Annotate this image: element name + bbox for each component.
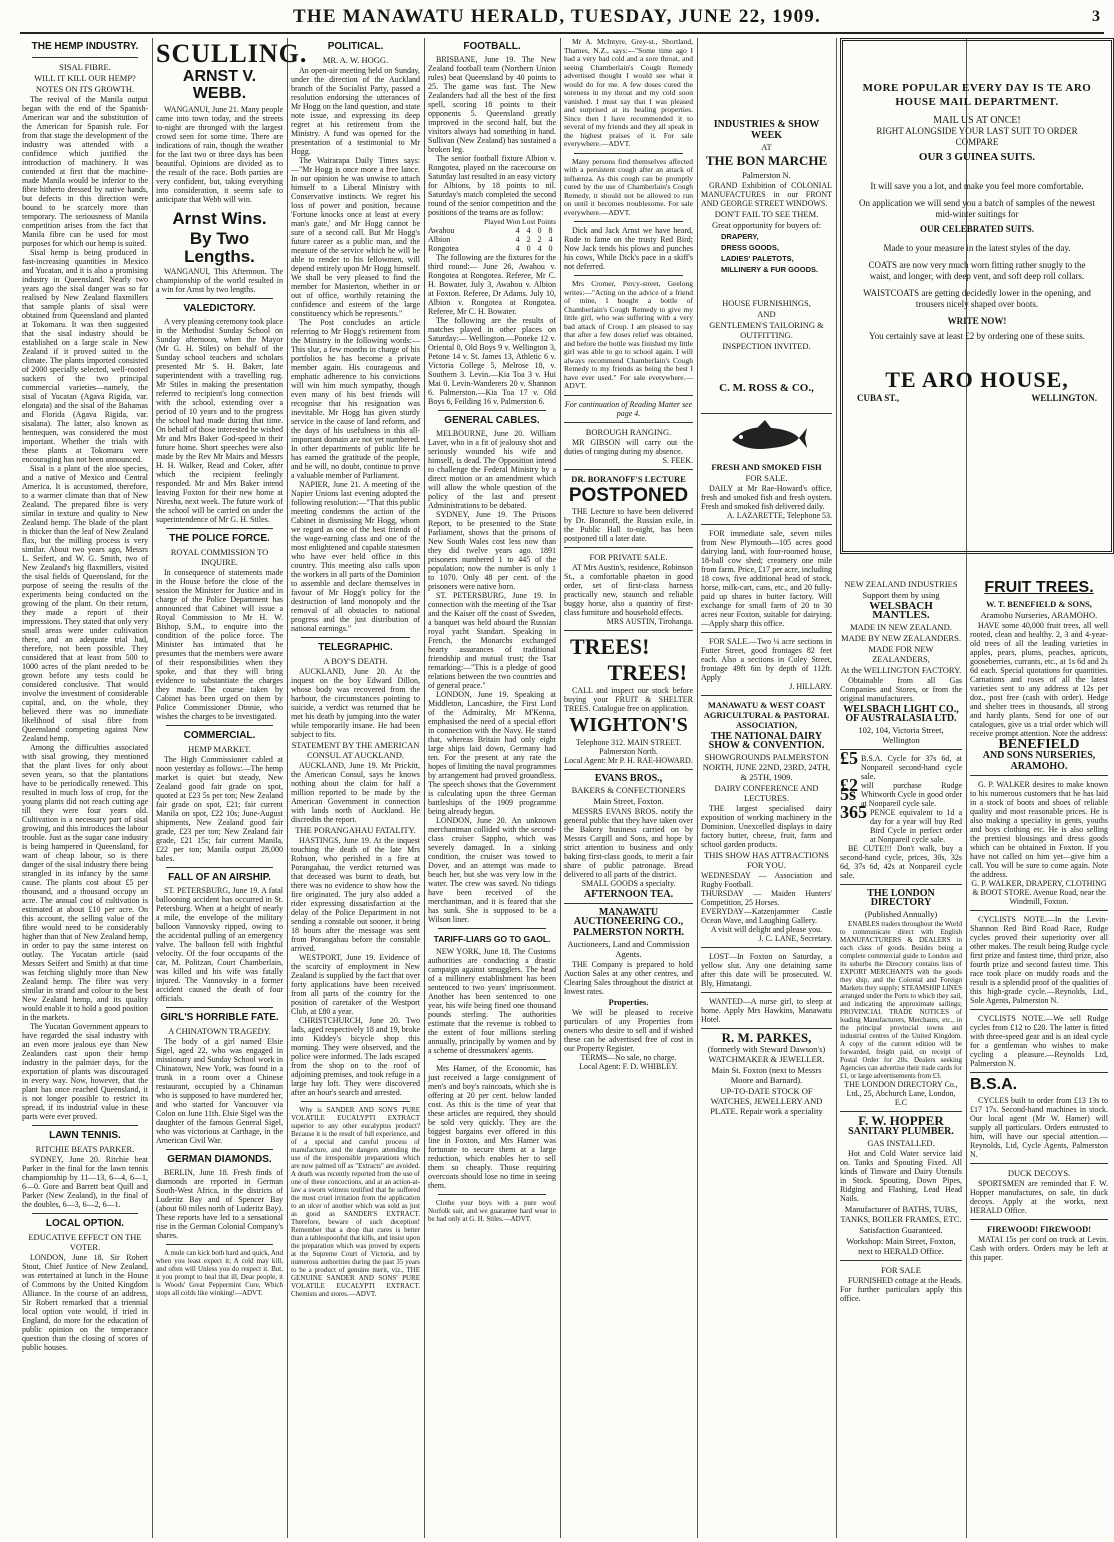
advert-text: CYCLISTS NOTE.—In the Levin-Shannon Red Bird Road Race, Rudge cycles proved their superiority over all other makes. The result being Rudge cycle first prize and fastest time, third prize, also fourth prize and second fastest time. This race took place on muddy roads and the result is a splendid proof of the qualities of this high-grade cycle.—Reynolds, Ltd., Sole Agents, Palmerston N.: [970, 914, 1108, 1005]
welsbach-heading: WELSBACH MANTLES.: [869, 600, 933, 621]
article-paragraph: A very pleasing ceremony took place in the Methodist Sunday School on Sunday afternoon, when the Mayor (Mr G. H. Stiles) on behalf of the Sunday school teachers and scholars presented Mr S. H. Baker, late superintendent with a travelling rug. Mr Stiles in making the presentation referred to recipient's long connection with the school, extending over a period of 10 years and to the progress the school had made during that time. On behalf of those interested he wished Mr and Mrs Baker God-speed in their future home. Short speeches were also made by the Rev Mr Mairs and Messrs H. H. Walker, Read and Coker, after which the recipient feelingly responded. Mr and Mrs Baker intend leaving Foxton for their new home at Niresha, next week. The future work of the school will be carried on under the superintendence of Mr G. H. Stiles.: [156, 317, 283, 525]
advert-text: THE Company is prepared to hold Auction Sales at any other centres, and Clearing Sales throughout the district at lowest rates.: [564, 959, 693, 996]
advert-line: MORE POPULAR EVERY DAY IS TE ARO HOUSE MAIL DEPARTMENT.: [862, 82, 1092, 108]
advert-text: TERMS—No sale, no charge.: [580, 1052, 677, 1062]
advert-text: HAVE some 40,000 fruit trees, all well rooted, clean and healthy. 2, 3 and 4-year-old trees of all the leading varieties in apples, pears, plums, peaches, apricots, gooseberries, currants, etc., at 1s 6d and 2s 6d each. Special quotations for quantities. Carnations and roses of all the latest varieties sent to any address at 12s per doz., post free (cash with order). Hedge and shelter trees in thousands, all strong and hardy plants. Send for one of our catalogues, give us a trial order which will receive prompt attention. Note the address:: [970, 620, 1108, 738]
advert-line: Made to your measure in the latest styles of the day.: [883, 243, 1071, 253]
advert-text: will purchase Rudge Whitworth Cycle in good order at Nonpareil cycle sale.: [861, 781, 962, 808]
article-paragraph: AUCKLAND, June 19. Mr Prickitt, the American Consul, says he knows nothing about the claim for half a million reported to be made by the American Government in connection with lands north of Auckland. He discredits the report.: [291, 761, 420, 824]
welsbach-line: At the WELLINGTON FACTORY.: [840, 665, 962, 675]
column-2: [156, 38, 308, 1538]
advert-line: It will save you a lot, and make you feel more comfortable.: [870, 181, 1084, 191]
masthead-rule: [20, 32, 1104, 34]
dairy-show-heading: THE NATIONAL DAIRY SHOW & CONVENTION.: [708, 730, 825, 751]
advert-text: Satisfaction Guaranteed.: [859, 1225, 943, 1235]
divider: [438, 1194, 546, 1195]
hemp-subheading: WILL IT KILL OUR HEMP?: [34, 73, 136, 83]
firewood-heading: FIREWOOD! FIREWOOD!: [986, 1223, 1092, 1234]
continuation-note: For continuation of Reading Matter see page 4.: [564, 399, 693, 418]
divider: [166, 725, 273, 726]
duck-decoys-heading: DUCK DECOYS.: [1007, 1167, 1071, 1178]
article-paragraph: The revival of the Manila output began with the end of the Spanish-American war and the substitution of the American for Spanish rule. For from that stage the development of the industry was attended with a confidence which justified the introduction of machinery. It was contended at first that the machine-made Manila would be inferior to the fibre hitherto dressed by native hands, but defects in this direction were bound to be scarcely more than temporary. The seriousness of Manila competition arises from the fact that Manila fibre can be used for most purposes for which our hemp is suited.: [22, 95, 148, 248]
borough-heading: BOROUGH RANGING.: [585, 426, 672, 437]
goods-list-item: DRESS GOODS,: [721, 242, 779, 252]
attraction-item: THURSDAY — Maiden Hunters' Competition, 25 Horses.: [701, 888, 832, 907]
page-number: 3: [1092, 8, 1100, 25]
advert-text: CALL and inspect our stock before buying your FRUIT & SHELTER TREES. Catalogue free on application.: [564, 685, 693, 713]
article-paragraph: The High Commissioner cabled at noon yesterday as follows:—The hemp market is quiet but steady, New Zealand good fair grade on spot, quoted at £23 5s per ton; New Zealand fair grade on spot, £21; fair current Manila on spot, £22 10s; June-August shipments, New Zealand good fair grade, £23 per ton; New Zealand fair grade, £21 15s; fair current Manila, £22 per ton; Manila output 28,000 bales.: [156, 755, 283, 864]
article-paragraph: Mrs Hamer, of the Economic, has just received a large consignment of men's and boy's raincoats, which she is offering at 20 per cent. below landed cost. As this is the time of year that these articles are required, they should be sold very quickly. They are the biggest bargains ever offered in this line in Foxton, and Mrs Hamer was fortunate to secure them at a large reduction, which enables her to sell them so cheaply. Those requiring overcoats should lose no time in seeing them.: [428, 1064, 556, 1190]
article-paragraph: The Wairarapa Daily Times says:—"Mr Hogg is once more a free lance. In our opinion he was unwise to attach himself to a Liberal Ministry with Conservative instincts. We regret his loss of power and position, because 'Fortune knocks once at least at every man's gate,' and Mr Hogg cannot be sure of a second call. But Mr Hogg's future career as a public man, and the measure of the service which he will be able to render to his fellowmen, will depend entirely upon Mr Hogg himself. We shall be very pleased to find the member for Masterton, whether in or out of office, worthily retaining the confidence and esteem of the large constituency which he represents.": [291, 156, 420, 318]
article-paragraph: BRISBANE, June 19. The New Zealand football team (Northern Union rules) beat Queensland by 40 points to 25. The game was fast. The New Zealanders had all the best of the first spell, scoring 18 points to their opponents 5. Queensland greatly improved in the second half, but the visitors always had something in hand. Sullivan (New Zealand) has sustained a broken leg.: [428, 55, 556, 154]
divider: [701, 1028, 832, 1029]
advert-text: SPORTSMEN are reminded that F. W. Hopper manufactures, on sale, tin duck decoys. Apply at the works, next HERALD Office.: [970, 1178, 1108, 1215]
attraction-item: EVERYDAY—Katzenjammer Castle Ocean Wave, and Laughing Gallery.: [701, 906, 832, 925]
divider: [970, 1072, 1108, 1073]
telegraphic-subheading: THE PORANGAHAU FATALITY.: [295, 825, 416, 835]
advert-text: ENABLES traders throughout the World to communicate direct with English MANUFACTURERS & DEALERS in each class of goods. Besides being a complete commercial guide to London and its suburbs the Directory contains lists of EXPORT MERCHANTS with the goods they ship, and the Colonial and Foreign Markets they supply; STEAMSHIP LINES arranged under the Ports to which they sail, and indicating the approximate sailings; PROVINCIAL TRADE NOTICES of leading Manufacturers, Merchants, etc., in the principal provincial towns and industrial centres of the United Kingdom. A copy of the current edition will be forwarded, freight paid, on receipt of Postal Order for 20s. Dealers seeking Agencies can advertise their trade cards for £1, or large advertisements from £3.: [840, 920, 963, 1080]
benefield-title: BENEFIELD: [998, 736, 1080, 752]
divider: [574, 153, 683, 154]
table-cell: Albion: [428, 235, 451, 244]
advert-text: DAILY at Mr Rae-Howard's office, fresh and smoked fish and fresh oysters. Fresh and smoked fish delivered daily.: [701, 483, 832, 511]
divider: [166, 298, 273, 299]
goods-list-item: DRAPERY,: [721, 231, 759, 241]
london-directory-subheading: (Published Annually): [864, 909, 938, 919]
hemp-subheading: SISAL FIBRE.: [59, 62, 111, 72]
advert-signature: G. P. WALKER, DRAPERY, CLOTHING & BOOT STORE. Avenue Road, near the Windmill, Foxton.: [971, 878, 1107, 906]
telegraphic-subheading: A BOY'S DEATH.: [323, 656, 388, 666]
london-directory-heading: THE LONDON DIRECTORY: [867, 888, 935, 908]
nzi-support: Support them by using: [862, 590, 940, 600]
column-8: [970, 578, 1108, 1538]
advert-line: RIGHT ALONGSIDE YOUR LAST SUIT TO ORDER COMPARE: [876, 126, 1078, 147]
advert-text: Workshop: Main Street, Foxton, next to HERALD Office.: [846, 1236, 956, 1256]
divider: [970, 1219, 1108, 1220]
notice-signature: S. FEEK.: [662, 455, 693, 465]
notice-signature: MRS AUSTIN, Tirohanga.: [606, 617, 693, 627]
advert-line: WAISTCOATS are getting decidedly lower in the opening, and trousers nicely shaped over boots.: [863, 288, 1091, 309]
article-paragraph: WESTPORT, June 19. Evidence of the scarcity of employment in New Zealand is supplied by the fact that over forty applications have been received from all parts of the country for the position of caretaker of the Westport Club, at £80 a year.: [291, 953, 420, 1016]
table-cell: 0: [537, 226, 542, 235]
benefield-address: Aramoho Nurseries, ARAMOHO.: [980, 609, 1098, 620]
column-3: [291, 38, 420, 1538]
divider: [970, 910, 1108, 911]
divider: [564, 630, 693, 631]
article-paragraph: BERLIN, June 18. Fresh finds of diamonds are reported in German South-West Africa, in the districts of Luderitz Bay and of Spencer Bay (about 60 miles north of Luderitz Bay). These reports have led to a sensational rise in the German Colonial Company's shares.: [156, 1168, 283, 1241]
divider: [166, 528, 273, 529]
sculling-heading: SCULLING.: [156, 39, 308, 68]
spacer: [701, 38, 832, 118]
divider: [574, 221, 683, 222]
table-cell: Rongotea: [428, 244, 459, 253]
article-paragraph: NAPIER, June 21. A meeting of the Napier Unions last evening adopted the following resolution:—"That this public meeting condemns the action of the Cabinet in dismissing Mr Hogg, whom we regard as one of the best friends of the wage-earning class and one of the most enlightened and capable statesmen who have ever held office in this country. This meeting also calls upon the workers in all parts of the Dominion to assemble and declare themselves in favour of Mr Hogg's policy for the destruction of land monopoly and the removal of all obstacles to national progress and the just distribution of national earnings.": [291, 480, 420, 633]
advert-text: We will be pleased to receive particulars of any Properties from owners who desire to sell and if wished these can be advertised free of cost in our Property Register.: [564, 1007, 693, 1053]
advert-text: CYCLES built to order from £13 13s to £17 17s. Second-hand machines in stock. Our local agent (Mr W. Hamer) will supply all particulars. Orders entrusted to him, will have our special attention.—Reynolds, Ltd, Cycle Agents, Palmerston N.: [970, 1095, 1108, 1159]
divider: [701, 992, 832, 993]
local-option-heading: LOCAL OPTION.: [45, 1218, 125, 1229]
column-rule: [287, 38, 288, 1538]
cycle-ad-3: [840, 802, 962, 844]
political-heading: POLITICAL.: [327, 41, 384, 52]
divider: [701, 947, 832, 948]
article-paragraph: An open-air meeting held on Sunday, under the direction of the Auckland branch of the Socialist Party, passed a resolution endorsing the utterances of Mr Hogg on the land question, and state note issue, and expressing its deep regret at his retirement from the Ministry. A fund was opened for the presentation of a testimonial to Mr Hogg.: [291, 66, 420, 156]
advert-text: Manufacturer of BATHS, TUBS, TANKS, BOILER FRAMES, ETC.: [840, 1204, 962, 1224]
divider: [564, 422, 693, 423]
commercial-heading: COMMERCIAL.: [183, 730, 256, 742]
column-1: [22, 38, 148, 1538]
article-paragraph: WANGANUI, This Afternoon. The championship of the world resulted in a win for Arnst by two lengths.: [156, 267, 283, 295]
benefield-heading: W. T. BENEFIELD & SONS,: [986, 598, 1092, 609]
attractions-heading: THIS SHOW HAS ATTRACTIONS FOR YOU.: [704, 849, 829, 870]
divider: [301, 637, 410, 638]
advert-text: Hot and Cold Water service laid on. Tanks and Spouting Fixed. All kinds of Tinware and Dairy Utensils in Stock. Spouting, Down Pipes, Ridging and Flashing, Lead Head Nails.: [840, 1149, 962, 1203]
welsbach-line: MADE BY NEW ZEALANDERS.: [841, 633, 961, 643]
welsbach-address: 102, 104, Victoria Street, Wellington: [858, 725, 944, 745]
welsbach-line: MADE IN NEW ZEALAND.: [850, 622, 952, 632]
tennis-subheading: RITCHIE BEATS PARKER.: [35, 1144, 135, 1154]
table-row: [428, 244, 556, 253]
standings-table: [428, 226, 556, 253]
advert-line: AND: [757, 308, 776, 319]
police-heading: THE POLICE FORCE.: [169, 533, 270, 545]
advert-text: MESSRS EVANS BROS. notify the general public that they have taken over the Bakery business carried on by Messrs Cargill and Sons, and hope by strict attention to business and only baking first-class goods, to merit a fair share of public patronage. Bread delivered to all parts of the district.: [564, 806, 693, 879]
table-cell: 4: [515, 226, 520, 235]
advert-line: GENTLEMEN'S TAILORING & OUTFITTING.: [709, 319, 824, 340]
divider: [438, 1059, 546, 1060]
advert-paragraph: Mrs Cromer, Percy-street, Geelong writes:—"Acting on the advice of a friend of mine, I bought a bottle of Chamberlain's Cough Remedy to give my little girl, who was suffering with a very bad attack of Croup. I am pleased to say that after a few doses relief was obtained, and before the bottle was finished my little girl was able to go to school again. I will always recommend Chamberlain's Cough Remedy to my friends as being the best I have ever used." For sale everywhere.—ADVT.: [564, 279, 693, 390]
advert-paragraph: Mr A. McIntyre, Grey-st., Shortland, Thames, N.Z., says:—"Some time ago I had a very bad cold and a sore throat, and seeing Chamberlain's Cough Remedy advertised thought I would see what it would do for me. A few doses cured the soreness in my throat and my cold soon vanished. I must say that I was pleased and surprised at its healing properties. Since then I have recommended it to several of my friends and they all speak in the highest praises of it. For sale everywhere.—ADVT.: [564, 37, 693, 148]
advert-text: Obtainable from all Gas Companies and Stores, or from the original manufacturers.: [840, 676, 962, 703]
parkes-address: Main St. Foxton (next to Messrs Moore and Barnard).: [711, 1064, 822, 1085]
fish-heading: FRESH AND SMOKED FISH: [711, 461, 822, 472]
table-cell: 4: [537, 244, 542, 253]
divider: [574, 275, 683, 276]
advert-line: DON'T FAIL TO SEE THEM.: [714, 208, 819, 219]
article-paragraph: SYDNEY, June 20. Ritchie beat Parker in the final for the lawn tennis championship by 11—13, 6—4, 6—1, 6—0. Gore and Barrett beat Quill and Parker (New Zealand), in the final of the doubles, 6—3, 6—2, 6—1.: [22, 1155, 148, 1209]
table-cell: Awahou: [428, 226, 455, 235]
te-aro-house-advert: [840, 38, 1114, 554]
article-paragraph: Sisal is a plant of the aloe species, and a native of Mexico and Central America. It is accustomed, therefore, to a warmer climate than that of New Zealand. The prepared fibre is very similar in texture and quality to New Zealand hemp. The blade of the plant is thicker than the leaf of New Zealand flax, but the milling process is very similar. About two years ago, Messrs L. Seifert, and W. G. Smith, two of New Zealand's big flaxmillers, visited the sisal fields of Queensland, for the purpose of seeing the results of the experiments being conducted on the growing of the plant. On their return, they made a report of their impressions. They stated that only very small areas were under cultivation there, and an adequate trial had, therefore, not been possible. They considered that at least from 500 to 1000 acres of the plant needed to be grown before any tests could be considered conclusive. That would involve the investment of considerable capital, and, on the whole, they believed there was no immediate likelihood of sisal fibre from Queensland competing against New Zealand hemp.: [22, 464, 148, 743]
welsbach-company: WELSBACH LIGHT CO., OF AUSTRALASIA LTD.: [843, 704, 959, 724]
telegraphic-heading: TELEGRAPHIC.: [318, 642, 393, 653]
divider: [438, 410, 546, 411]
fruit-trees-heading: FRUIT TREES.: [984, 579, 1094, 596]
palmerston-label: Palmerston N.: [742, 169, 791, 180]
divider: [166, 1244, 273, 1245]
divider: [166, 867, 273, 868]
advert-line: INSPECTION INVITED.: [722, 340, 811, 351]
two-lengths-heading: By Two Lengths.: [184, 228, 255, 266]
advert-signature: J. C. LANE, Secretary.: [758, 933, 832, 943]
advert-line: Great opportunity for buyers of:: [711, 219, 822, 230]
table-cell: 4: [526, 226, 531, 235]
afternoon-tea-heading: AFTERNOON TEA.: [583, 888, 674, 900]
article-paragraph: NEW YORK, June 18. The Customs authorities are conducting a drastic campaign against smugglers. The head of a millinery establishment has been sentenced to two years' imprisonment. Another has been sentenced to one year, his wife being fined one thousand pounds sterling. The authorities estimate that the revenue is robbed to the extent of four millions sterling annually, principally by women and by a scheme of dressmakers' agents.: [428, 947, 556, 1055]
auction-location: PALMERSTON NORTH.: [573, 926, 684, 938]
divider: [970, 1009, 1108, 1010]
divider: [701, 632, 832, 633]
benefield-place: ARAMOHO.: [1010, 760, 1068, 772]
divider: [970, 1163, 1108, 1164]
telegraphic-subheading: STATEMENT BY THE AMERICAN CONSUL AT AUCKLAND.: [291, 740, 420, 760]
article-paragraph: LONDON, June 20. An unknown merchantman collided with the second-class cruiser Sappho, which was severely damaged. In a sinking condition, the cruiser was towed to Dover, and an attempt was made to beach her, but she was very low in the water. The crew was saved. No tidings have been received of the merchantman, and it is feared that she has sunk. She is supposed to be a Wilson liner.: [428, 816, 556, 924]
divider: [32, 1213, 138, 1214]
gas-label: GAS INSTALLED.: [867, 1138, 935, 1148]
divider: [564, 903, 693, 904]
spacer: [701, 275, 832, 297]
advert-text: GRAND Exhibition of COLONIAL MANUFACTURES in our FRONT AND GEORGE STREET WINDOWS.: [701, 180, 832, 208]
plumber-heading: SANITARY PLUMBER.: [848, 1126, 954, 1137]
cables-heading: GENERAL CABLES.: [444, 415, 540, 426]
divider: [166, 1007, 273, 1008]
price-label: £5: [840, 748, 858, 768]
divider: [438, 928, 546, 929]
divider: [564, 469, 693, 470]
article-paragraph: ST. PETERSBURG, June 19. In connection with the meeting of the Tsar and the Kaiser off the coast of Sweden, a banquet was held aboard the Russian royal yacht Standart. Speaking in French, the Monarchs exchanged hearty assurances of traditional friendship and mutual trust; the Tsar remarking:—"This is a pledge of good relations between the two countries and of general peace.": [428, 591, 556, 690]
table-cell: 4: [548, 235, 553, 244]
poem: Dick and Jack Arnst we have heard, Rode to fame on the trusty Red Bird; Now Jack tends his plows and punches his cows, While Dick's pace in a skiff's not deferred.: [564, 226, 693, 271]
column-rule: [152, 38, 153, 1538]
tariff-heading: TARIFF-LIARS GO TO GAOL.: [433, 934, 551, 944]
auction-heading: MANAWATU AUCTIONEERING CO.,: [573, 906, 684, 927]
goods-list-item: LADIES' PALETOTS,: [721, 253, 794, 263]
football-heading: FOOTBALL.: [463, 41, 521, 52]
advert-verse: A mule can kick both hard and quick, And when you least expect it; A cold may kill, and often will Unless you do respect it. But, it you prompt to heal that ill, Dear people, it is Woods' Great Peppermint Cure, Which stops all colds like winking!—ADVT.: [156, 1249, 283, 1298]
table-cell: 0: [548, 244, 553, 253]
advert-text: PENCE equivalent to 1d a day for a year will buy Red Bird Cycle in perfect order at Nonpareil cycle sale.: [870, 808, 962, 844]
advert-text: FOR immediate sale, seven miles from New Plymouth—105 acres good dairying land, with four-roomed house, 18-ball cow shed; creamery one mile from farm. Price, £17 per acre, including 18 cows, five additional head of stock, horse, milk-cart, cans, etc., and 20 fully-paid up shares in butter factory. Will exchange for small farm of 20 to 30 acres near Foxton, suitable for dairying.—Apply sharp this office.: [701, 528, 832, 628]
article-paragraph: The following are the fixtures for the third round:— June 26, Awahou v. Rongotea at Rongotea. Referee, Mr C. H. Bowater. July 3, Awahou v. Albion at Foxton. Referee, Dr Adams. July 10, Albion v. Rongotea at Rongotea. Referee, Mr C. H. Bowater.: [428, 253, 556, 316]
advert-line: MAIL US AT ONCE!: [933, 115, 1021, 126]
attraction-item: WEDNESDAY — Association and Rugby Football.: [701, 870, 832, 889]
article-paragraph: LONDON, June 19. Speaking at Middleton, Lancashire, the First Lord of the Admiralty, Mr M'Kenna, emphasised the need of a special effort in connection with the Navy. He stated that, whereas Britain had only eight large ships laid down, Germany had ten. For the present at any rate the hopes of limiting the naval programmes by arrangement had proved groundless. The speech shows that the Government is calculating upon the three German battleships of the 1909 programme being already begun.: [428, 690, 556, 816]
advert-text: FURNISHED cottage at the Heads. For further particulars apply this office.: [840, 1276, 962, 1303]
notice-text: AT Mrs Austin's, residence, Robinson St., a comfortable phaeton in good order, set of first-class harness practically new, staunch and reliable buggy horse, also a quantity of first-class furniture and household effects.: [564, 563, 693, 618]
table-cell: 0: [526, 244, 531, 253]
arnst-heading: ARNST V. WEBB.: [182, 68, 257, 103]
advert-line: OUR CELEBRATED SUITS.: [919, 224, 1035, 234]
standings-header: Played Won Lost Points: [484, 217, 556, 226]
article-paragraph: SYDNEY, June 19. The Prisons Report, to be presented to the State Parliament, shows that the prisons of New South Wales cost less now than they did twelve years ago. 1891 prisoners numbered 1 to 445 of the population; now the number is only 1 to 1070. Only 48 per cent. of the prisoners were native born.: [428, 510, 556, 591]
advert-line: HOUSE FURNISHINGS,: [722, 297, 811, 308]
article-paragraph: HASTINGS, June 19. At the inquest touching the death of the late Mrs Robson, who perished in a fire at Porangahau, the verdict returned was that deceased was burnt to death, but there was no evidence to show how the fire originated. The jury also added a rider expressing dissatisfaction at the delay of the Police Department in not sending a constable out sooner, it being 18 hours after the message was sent from Porangahau before the constable arrived.: [291, 836, 420, 953]
article-paragraph: The Yucatan Government appears to have regarded the sisal industry with an even more jealous eye than New Zealanders cast upon their hemp industry in the palmier days, for the exportation of plants was discouraged in every way. Now, however, that the plant has once reached Queensland, it is not longer possible to restrict its spread, if its industrial value in these parts were ever proved.: [22, 1022, 148, 1121]
column-rule: [560, 38, 561, 1538]
advert-paragraph: Clothe your boys with a pure wool Norfolk suit, and we guarantee hard wear to be had only at G. H. Stiles.—ADVT.: [428, 1199, 556, 1223]
divider: [840, 1260, 962, 1261]
advert-text: CYCLISTS NOTE.—We sell Rudge cycles from £12 to £20. The latter is fitted with three-speed gear and is an ideal cycle for a gentleman who wishes to make cycling a pleasure.—Reynolds Ltd, Palmerston N.: [970, 1013, 1108, 1068]
arnst-wins-heading: Arnst Wins.: [172, 208, 267, 228]
valedictory-heading: VALEDICTORY.: [183, 303, 256, 315]
advert-text: MATAI 15s per cord on truck at Levin. Cash with orders. Orders may be left at this paper.: [970, 1234, 1108, 1262]
fish-sale-label: FOR SALE.: [745, 472, 788, 483]
table-cell: 2: [537, 235, 542, 244]
advert-text: G. P. WALKER desires to make known to his numerous customers that he has laid in a stock of boots and shoes of reliable quality and most reasonable prices. He is also making a speciality in gents, youths and boys clothing etc. He is also selling the prettiest blousings and dress goods which can be obtained in Foxton. If you have not called on him yet—give him a call. You will be sure to come again. Note the address.: [970, 779, 1108, 879]
welsbach-line: MADE FOR NEW ZEALANDERS,: [868, 644, 934, 664]
notice-text: MR GIBSON will carry out the duties of ranging during my absence.: [564, 437, 693, 456]
advert-text: WANTED—A nurse girl, to sleep at home. Apply Mrs Hawkins, Manawatu Hotel.: [701, 996, 832, 1024]
advert-text: SMALL GOODS a specialty.: [581, 878, 676, 888]
divider: [32, 1125, 138, 1126]
spacer: [701, 352, 832, 382]
divider: [840, 749, 962, 750]
divider: [564, 769, 693, 770]
postponed-heading: POSTPONED: [568, 484, 689, 506]
police-subheading: ROYAL COMMISSION TO INQUIRE.: [170, 547, 269, 568]
divider: [301, 1101, 410, 1102]
bon-marche-logo: THE BON MARCHE: [705, 153, 828, 168]
price-label: £2 5s: [840, 775, 858, 804]
article-paragraph: The Post concludes an article referring to Mr Hogg's retirement from the Ministry in the following words:—This slur, a few months in charge of his portfolios he has become a private member again. His courageous and emphatic adherence to his convictions will win him much sympathy, though even many of his best friends will recognise that his resignation was inevitable. Mr Hogg has given sturdy service in the cause of land reform, and the days of his usefulness in this all-important domain are not yet numbered. In other departments of public life he has earned the gratitude of the people, and he will, no doubt, continue to prove a valuable member of Parliament.: [291, 318, 420, 480]
divider: [840, 884, 962, 885]
tennis-heading: LAWN TENNIS.: [49, 1130, 121, 1141]
girl-subheading: A CHINATOWN TRAGEDY.: [168, 1026, 271, 1037]
show-dates: SHOWGROUNDS PALMERSTON NORTH, JUNE 22ND, 23RD, 24TH, & 25TH, 1909.: [702, 751, 831, 782]
article-paragraph: LONDON, June 18. Sir Robert Stout, Chief Justice of New Zealand, was entertained at lunch in the House of Commons by the United Kingdom Alliance. In the course of an address, Sir Robert remarked that a triennial local option vote would, if tried in England, do more for the education of public opinion on the temperance question than the closing of scores of public houses.: [22, 1253, 148, 1352]
private-sale-heading: FOR PRIVATE SALE.: [589, 552, 668, 563]
advert-signature: J. HILLARY.: [789, 681, 832, 691]
column-5: [564, 38, 693, 1538]
advert-line: CUBA ST.,: [857, 393, 900, 403]
advert-agent: Local Agent: F. D. WHIBLEY.: [579, 1061, 678, 1071]
masthead-title: THE MANAWATU HERALD, TUESDAY, JUNE 22, 1909.: [293, 6, 821, 27]
column-7: [840, 578, 962, 1538]
goods-list: [701, 231, 832, 275]
advert-text: LOST—In Foxton on Saturday, a yellow slut. Any one detaining same after this date will be prosecuted. W. Bly, Himatangi.: [701, 951, 832, 988]
divider: [564, 395, 693, 396]
dairy-conference: DAIRY CONFERENCE AND LECTURES.: [714, 782, 819, 803]
lecture-heading: DR. BORANOFF'S LECTURE: [571, 473, 686, 484]
local-option-subheading: EDUCATIVE EFFECT ON THE VOTER.: [28, 1232, 142, 1252]
divider: [701, 524, 832, 525]
hopper-heading: F. W. HOPPER: [858, 1113, 944, 1128]
advert-paragraph: Why is SANDER AND SON'S PURE VOLATILE EUCALYPTI EXTRACT superior to any other eucalyptus product? Because it is the result of full experience, and of a special and careful process of manufacture, and the dangers attending the use of the irresponsible preparations which are now palmed off as "Extracts" are avoided. A death was recently reported from the use of one of these concoctions, and at an action-at-law a sworn witness testified that he suffered the most cruel irritation from the application to an ulcer of another which was sold as just as good as SANDER'S EXTRACT. Therefore, beware of such deception! Remember that a drop that cures is better than a tablespoonful that kills, and insist upon the preparation which was proved by experts at the Supreme Court of Victoria, and by numerous authorities during the past 35 years to be a product of genuine merit, viz., THE GENUINE SANDER AND SONS' PURE VOLATILE EUCALYPTI EXTRACT. Chemists and stores.—ADVT.: [291, 1106, 420, 1298]
advert-line: WRITE NOW!: [947, 316, 1007, 326]
commercial-subheading: HEMP MARKET.: [188, 744, 251, 755]
advert-line: On application we will send you a batch of samples of the newest mid-winter suitings for: [859, 198, 1095, 219]
article-paragraph: Sisal hemp is being produced in fast-increasing quantities in Mexico and Yucatan, and it is also a promising industry in Queensland. Nearly two years ago the sisal danger was so far realised by New Zealand flaxmillers that sample plants of sisal were obtained from Queensland and planted at Tokomaru. It was then suggested that the sisal industry should be established on a large scale in New Zealand if it proved suited to the climate. The plants imported consisted of 2000 specially selected, well-rooted suckers of the two principal commercial varieties—namely, the sisal of Yucatan (Agava Rigida, var. elongata) and the sisal of the Bahamas and Florida (Agava Rigida, var. sisalana). The latter, also known as hennequen, was considered the most important. Whether the trials with these plants at Tokomaru were encouraging has not been announced.: [22, 248, 148, 464]
divider: [701, 413, 832, 414]
advert-text: THE largest specialised dairy exposition of working machinery in the Dominion. Unexcelled displays in dairy factory butter, cheese, fruit, farm and school garden products.: [701, 803, 832, 849]
evans-subheading: BAKERS & CONFECTIONERS: [571, 784, 686, 795]
hemp-heading: THE HEMP INDUSTRY.: [31, 41, 139, 52]
article-paragraph: Among the difficulties associated with sisal growing, they mentioned that the plant lives for only about seven years, so that the plantations have to be periodically renewed. This resulted in much loss of crop, for the young plants did not reach cutting age till they were four years old. Cultivation is a necessary part of sisal growing, and this introduces the labour trouble. Just as the sugar cane industry is being hampered in Queensland, for want of cheap labour, so is there danger of the sisal industry there being strangled in its infancy by the same cause. The plants cost about £5 per thousand, and a thousand occupy an acre. The annual cost of cultivation is estimated at about £10 per acre. On this account, the selling value of the fibre would need to be considerably higher than that of New Zealand hemp, in order to pay the same interest on outlay. The Yucatan article (said Messrs Seifert and Smith) at that time was fetching slightly more than New Zealand hemp. The fibre was very similar in strand and colour to the best New Zealand hemp, and its quality would enable it to hold a good position in the markets.: [22, 743, 148, 1022]
divider: [970, 775, 1108, 776]
cycle-ad-1: [840, 748, 962, 781]
table-row: [428, 235, 556, 244]
trees-heading: TREES!: [570, 634, 650, 660]
article-paragraph: In consequence of statements made in the House before the close of the session the Minister for Justice and in charge of the Police Department has announced that Cabinet will issue a Royal Commission to Mr H. W. Bishop, S.M., to enquire into the condition of the police force. The Minister has intimated that he presumes that the members were aware of their responsibilities when they spoke, and that they will bring evidence to substantiate the charges they made. The course taken by Cabinet has been urged on them by Police Commissioner Dinnie, who wishes the charges to be investigated.: [156, 568, 283, 722]
evans-address: Main Street, Foxton.: [593, 795, 664, 806]
nzi-heading: NEW ZEALAND INDUSTRIES: [844, 579, 958, 589]
te-aro-address: [857, 393, 1097, 404]
table-cell: 4: [515, 235, 520, 244]
column-4: [428, 38, 556, 1538]
goods-list-item: MILLINERY & FUR GOODS.: [721, 264, 819, 274]
te-aro-house-title: TE ARO HOUSE,: [885, 367, 1069, 392]
industries-heading: INDUSTRIES & SHOW: [713, 119, 820, 130]
column-rule: [697, 38, 698, 1538]
article-paragraph: MELBOURNE, June 20. William Laver, who in a fit of jealousy shot and seriously wounded his wife and himself, is dead. The Opposition intend to challenge the Federal Ministry by a direct motion or an amendment which will allow the whole question of the policy of the last and present Administrations to be debated.: [428, 429, 556, 510]
for-sale-heading: FOR SALE: [881, 1265, 921, 1275]
column-rule: [424, 38, 425, 1538]
advert-line: WELLINGTON.: [1031, 393, 1097, 403]
political-subheading: MR. A. W. HOGG.: [322, 55, 389, 65]
advert-agent: Local Agent: Mr P. H. RAE-HOWARD.: [564, 755, 693, 765]
ross-heading: C. M. ROSS & CO.,: [719, 381, 814, 394]
advert-address: Telephone 312. MAIN STREET. Palmerston North.: [575, 737, 682, 756]
divider: [32, 57, 138, 58]
parkes-subheading: (formerly with Steward Dawson's) WATCHMAKER & JEWELLER.: [707, 1043, 826, 1064]
article-paragraph: CHRISTCHURCH, June 20. Two lads, aged respectively 18 and 19, broke into Kiddey's bicycle shop this morning. They were observed, and the police were informed. The lads escaped from the shop on to the roof of adjoining premises, and took refuge in a large hay loft. They were discovered after an hour's search and arrested.: [291, 1016, 420, 1097]
table-cell: 2: [526, 235, 531, 244]
table-row: [428, 226, 556, 235]
divider: [166, 1149, 273, 1150]
wightons-heading: WIGHTON'S: [569, 713, 688, 736]
benefield-nurseries: AND SONS NURSERIES,: [982, 749, 1096, 761]
advert-text: A visit will delight and please you.: [710, 924, 823, 934]
auction-subheading: Auctioneers, Land and Commission Agents.: [567, 938, 690, 959]
week-heading: WEEK: [750, 130, 783, 141]
article-paragraph: ST. PETERSBURG, June 19. A fatal ballooning accident has occurred in St. Petersburg. When at a height of nearly a mile, the envelope of the military balloon Vannovsky ripped, owing to the accidental pulling of an emergency valve. The balloon fell with frightful velocity. Of the four occupants of the car, M. Politzan, Court Chamberlain, was killed and his wife was fatally injured. The Vannovsky in a former accident caused the death of four officials.: [156, 886, 283, 1004]
advert-line: COATS are now very much worn fitting rather snugly to the waist, and longer, with deep vent, and soft deep roll collars.: [868, 260, 1086, 281]
divider: [564, 547, 693, 548]
girl-heading: GIRL'S HORRIBLE FATE.: [160, 1012, 279, 1024]
diamonds-heading: GERMAN DIAMONDS.: [167, 1154, 272, 1166]
airship-heading: FALL OF AN AIRSHIP.: [168, 872, 271, 884]
bsa-heading: B.S.A.: [970, 1075, 1018, 1093]
show-heading: MANAWATU & WEST COAST AGRICULTURAL & PASTORAL ASSOCIATION,: [703, 699, 830, 730]
advert-text: FOR SALE.—Two ¼ acre sections in Futter Street, good frontages 82 feet each. Also a sections in Coley Street, frontage 49ft 6in by depth of 112ft. Apply: [701, 636, 832, 682]
column-rule: [836, 38, 837, 1538]
fish-illustration: [727, 418, 807, 458]
divider: [840, 1111, 962, 1112]
advert-line: You certainly save at least £2 by ordering one of these suits.: [868, 331, 1086, 341]
evans-heading: EVANS BROS.,: [594, 772, 663, 784]
masthead: [0, 0, 1114, 36]
properties-heading: Properties.: [608, 996, 649, 1007]
advert-text: B.S.A. Cycle for 37s 6d, at Nonpareil second-hand cycle sale.: [861, 754, 962, 781]
parkes-heading: R. M. PARKES,: [721, 1029, 812, 1045]
advert-signature: A. LAZARETTE, Telephone 53.: [726, 510, 832, 520]
column-6: [701, 38, 832, 1538]
advert-line: OUR 3 GUINEA SUITS.: [918, 151, 1036, 163]
article-paragraph: AUCKLAND, June 20. At the inquest on the boy Edward Dillon, whose body was recovered from the harbour, the circumstances pointing to suicide, a verdict was returned that he met his death by jumping into the water while temporarily insane. He had been subject to fits.: [291, 667, 420, 739]
article-paragraph: The senior football fixture Albion v. Rongotea, played on the racecourse on Saturday last resulted in an easy victory for Albions, by 18 points to nil. Saturday's match completed the second round of the senior competition and the positions of the teams are as follow:: [428, 154, 556, 217]
article-paragraph: WANGANUI, June 21. Many people came into town today, and the streets to-night are thronged with the largest crowd seen for some time. There are indications of rain, though the weather for the last two or three days has been beautiful. Opinions are divided as to the result of the race. Both parties are very confident, but, taking everything into consideration, it seems safe to anticipate that Webb will win.: [156, 104, 283, 204]
advert-text: BE CUTE!!! Don't walk, buy a second-hand cycle, prices, 30s, 32s 6d, 37s 6d, 42s at Nonpareil cycle sale.: [840, 844, 962, 880]
parkes-stock: UP-TO-DATE STOCK OF WATCHES, JEWELLERY AND PLATE. Repair work a speciality: [710, 1085, 823, 1116]
article-paragraph: The body of a girl named Elsie Sigel, aged 22, who was engaged in missionary and Sunday School work in Chinatown, New York, was found in a trunk in a room over a Chinese restaurant, occupied by a Chinaman who is supposed to have murdered her, and who started for Vancouver via Colon on June 11th. Elsie Sigel was the daughter of the famous General Sigel, who was victorious at Carthage, in the American Civil War.: [156, 1037, 283, 1146]
notice-text: THE Lecture to have been delivered by Dr. Boranoff, the Russian exile, in the Public Hall to-night, has been postponed till a later date.: [564, 507, 693, 544]
trees-heading-2: TREES!: [607, 659, 687, 685]
at-label: AT: [761, 142, 772, 152]
divider: [701, 695, 832, 696]
price-label: 365: [840, 802, 867, 822]
london-directory-company: THE LONDON DIRECTORY Co., Ltd., 25, Abchurch Lane, London, E.C: [844, 1080, 958, 1107]
hemp-subheading: NOTES ON ITS GROWTH.: [35, 84, 135, 94]
table-cell: 4: [515, 244, 520, 253]
table-cell: 8: [548, 226, 553, 235]
advert-paragraph: Many persons find themselves affected with a persistent cough after an attack of influenza. As this cough can be promptly cured by the use of Chamberlain's Cough Remedy, it should not be allowed to run on until it becomes troublesome. For sale everywhere.—ADVT.: [564, 156, 693, 217]
article-paragraph: The following are the results of matches played in other places on Saturday:— Wellington.—Poneke 12 v. Oriental 0, Old Boys 9 v. Wellington 3, Petone 14 v. St. James 13, Athletic 6 v. Victoria College 5, Melrose 18, v. Southern 3. Levin.—Kia Toa 3 v. Hui Mai 0. Levin-Wanderers 20 v. Shannon 6. Palmerston.—Kia Toa 17 v. Old Boys 6, Feilding 16 v. Palmerston 6.: [428, 316, 556, 406]
